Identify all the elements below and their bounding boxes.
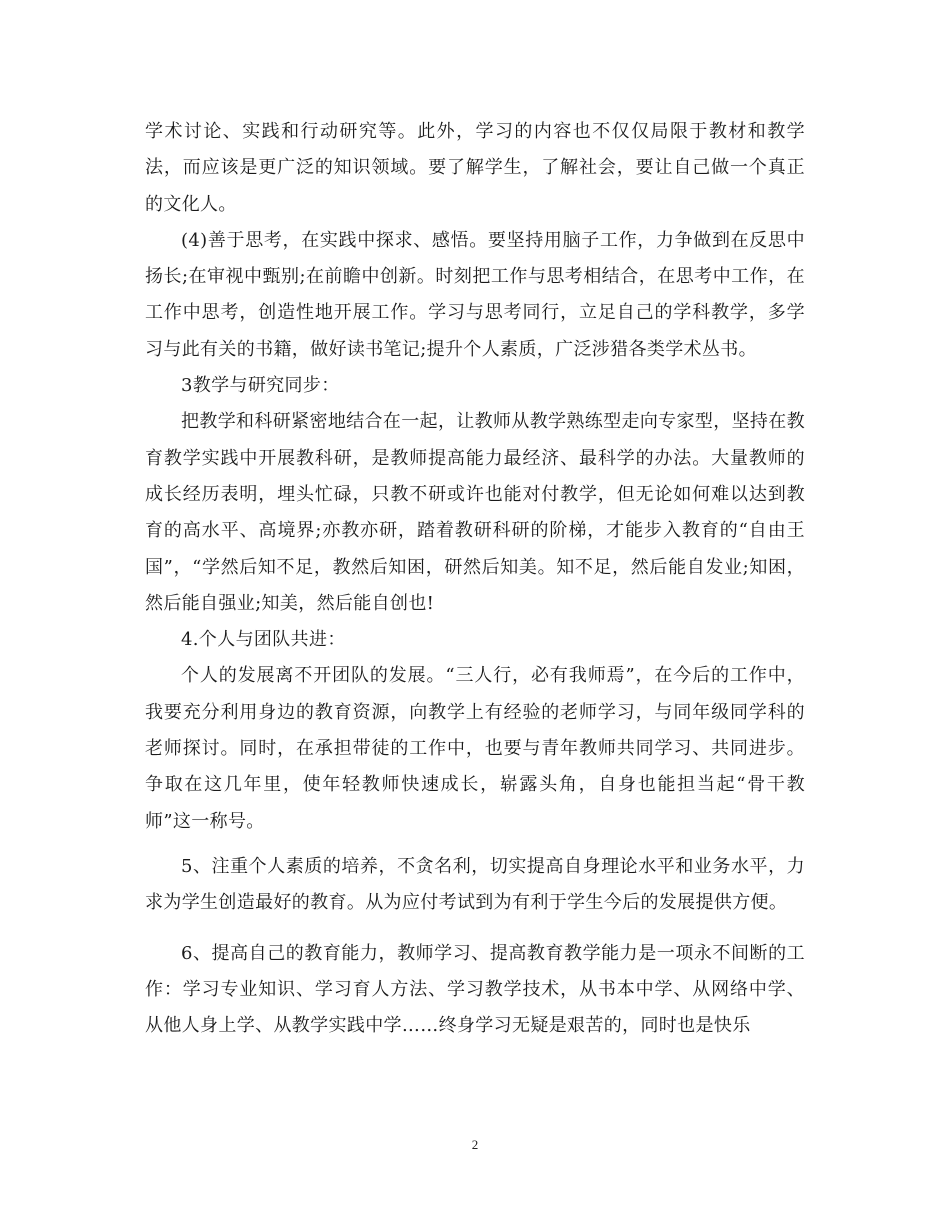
page-number: 2 xyxy=(471,1137,479,1152)
paragraph-teaching-research: 把教学和科研紧密地结合在一起，让教师从教学熟练型走向专家型，坚持在教育教学实践中开展教科研，是教师提高能力最经济、最科学的办法。大量教师的成长经历表明，埋头忙碌，只教不研或许也能对付教学，但无论如何难以达到教育的高水平、高境界;亦教亦研，踏着教研科研的阶梯，才能步入教育的“自由王国”，“学然后知不足，教然后知困，研然后知美。知不足，然后能自发业;知困，然后能自强业;知美，然后能自创也! xyxy=(145,411,805,614)
paragraph-thinking: (4)善于思考，在实践中探求、感悟。要坚持用脑子工作，力争做到在反思中扬长;在审视中甄别;在前瞻中创新。时刻把工作与思考相结合，在思考中工作，在工作中思考，创造性地开展工作。学习与思考同行，立足自己的学科教学，多学习与此有关的书籍，做好读书笔记;提升个人素质，广泛涉猎各类学术丛书。 xyxy=(145,229,805,360)
section-heading-team: 4.个人与团队共进： xyxy=(181,629,346,651)
paragraph-team: 个人的发展离不开团队的发展。“三人行，必有我师焉”，在今后的工作中，我要充分利用身边的教育资源，向教学上有经验的老师学习，与同年级同学科的老师探讨。同时，在承担带徒的工作中，也要与青年教师共同学习、共同进步。争取在这几年里，使年轻教师快速成长，崭露头角，自身也能担当起“骨干教师”这一称号。 xyxy=(145,665,805,832)
section-heading-teaching-research: 3教学与研究同步： xyxy=(181,375,340,397)
paragraph-continuation: 学术讨论、实践和行动研究等。此外，学习的内容也不仅仅局限于教材和教学法，而应该是更广泛的知识领域。要了解学生，了解社会，要让自己做一个真正的文化人。 xyxy=(145,121,805,215)
paragraph-education-ability: 6、提高自己的教育能力，教师学习、提高教育教学能力是一项永不间断的工作：学习专业知识、学习育人方法、学习教学技术，从书本中学、从网络中学、从他人身上学、从教学实践中学……终身学习无疑是艰苦的，同时也是快乐 xyxy=(145,942,805,1037)
page-body xyxy=(145,114,805,1044)
paragraph-personal-quality: 5、注重个人素质的培养，不贪名利，切实提高自身理论水平和业务水平，力求为学生创造最好的教育。从为应付考试到为有利于学生今后的发展提供方便。 xyxy=(145,855,805,914)
